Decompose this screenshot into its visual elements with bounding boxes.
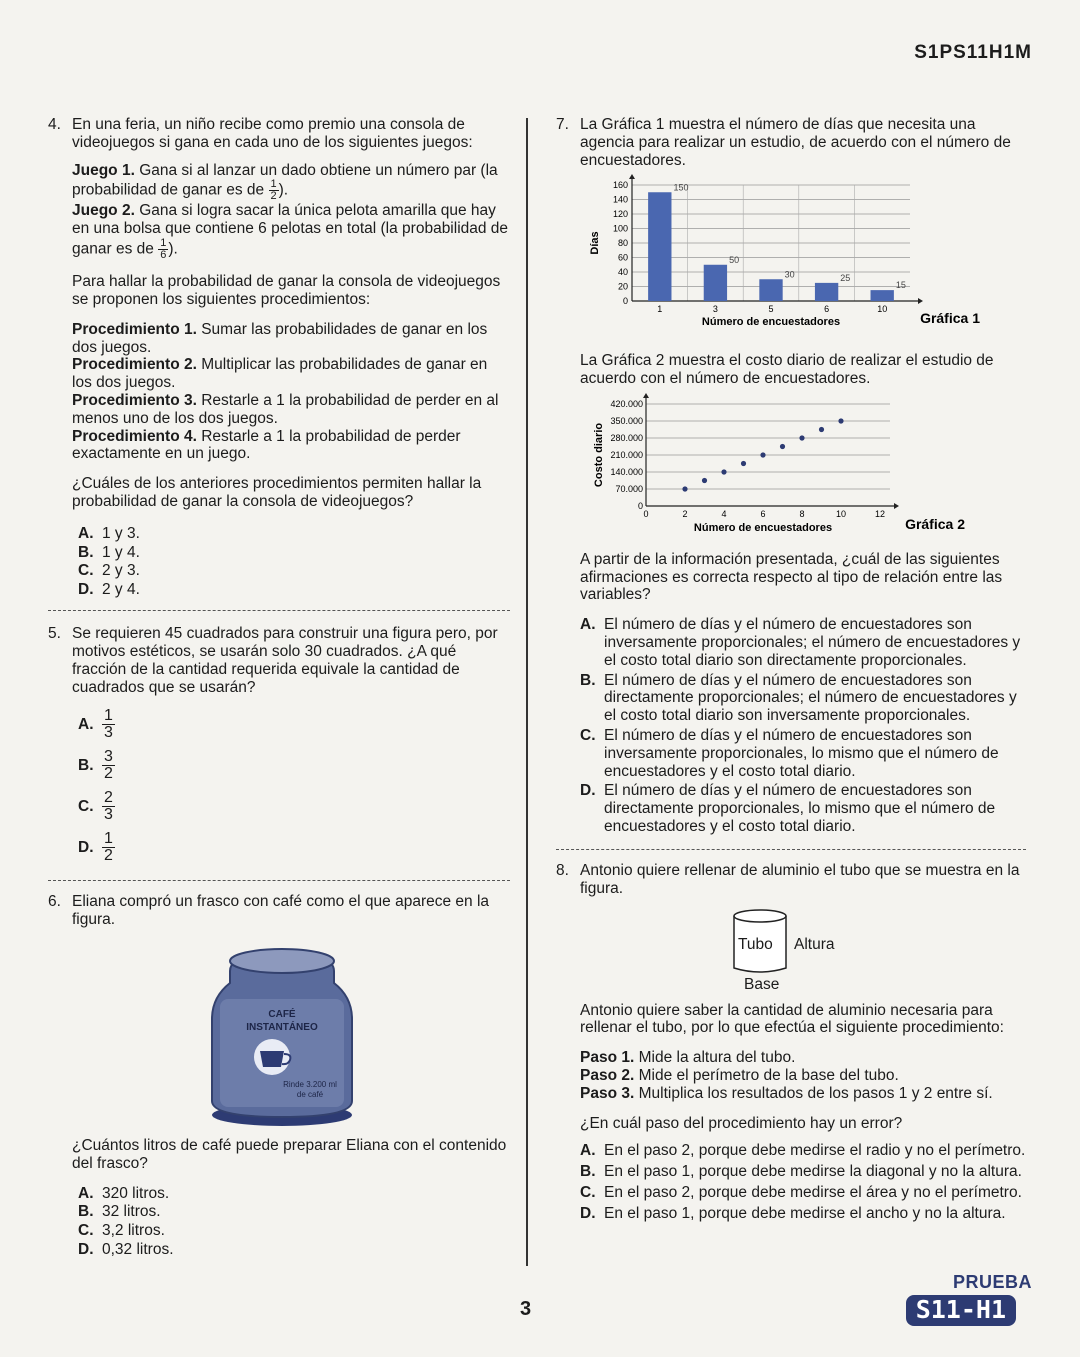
answer-options bbox=[580, 616, 1026, 836]
bar bbox=[648, 193, 671, 302]
y-axis-title: Costo diario bbox=[593, 422, 605, 487]
y-tick-label: 120 bbox=[612, 209, 628, 220]
booklet-code: S1PS11H1M bbox=[914, 42, 1032, 63]
question-8 bbox=[556, 862, 1026, 1224]
data-point bbox=[780, 444, 785, 449]
option-d[interactable]: D. El número de días y el número de encuestadores son directamente proporcionales, lo mismo que el número de encuestadores y el costo total diario. bbox=[580, 782, 996, 836]
bar bbox=[871, 291, 894, 302]
y-tick-label: 350.000 bbox=[610, 415, 643, 426]
coffee-jar-icon bbox=[202, 939, 362, 1129]
procedure-list bbox=[72, 321, 510, 464]
x-tick-label: 10 bbox=[835, 508, 847, 519]
step-list bbox=[580, 1049, 1026, 1102]
bar-chart-dias bbox=[580, 173, 1020, 341]
base-label: Base bbox=[744, 975, 780, 993]
option-a[interactable]: A. $\frac{1}{3}$ bbox=[78, 707, 113, 742]
option-b[interactable]: B. 1 y 4. bbox=[78, 543, 140, 561]
option-d[interactable]: D. 0,32 litros. bbox=[78, 1241, 174, 1258]
jar-content-text-1: Rinde 3.200 ml bbox=[283, 1079, 337, 1089]
jar-label-text-1: CAFÉ bbox=[268, 1008, 296, 1020]
question-number: 4. bbox=[48, 116, 61, 133]
x-tick-label: 4 bbox=[721, 508, 727, 519]
fraction: $\frac{1}{3}$ bbox=[104, 707, 113, 742]
option-d[interactable]: D. En el paso 1, porque debe medirse el ancho y no la altura. bbox=[580, 1204, 1006, 1222]
option-a[interactable]: A. El número de días y el número de encuestadores son inversamente proporcionales; el número de encuestadores y el costo total diario son directamente proporcionales. bbox=[580, 616, 1021, 669]
option-b[interactable]: B. El número de días y el número de encuestadores son directamente proporcionales; el número de encuestadores y el costo total diario son inversamente proporcionales. bbox=[580, 671, 1017, 725]
data-point bbox=[819, 427, 824, 432]
coffee-jar-figure bbox=[202, 939, 362, 1129]
data-label: 15 bbox=[895, 280, 906, 291]
fraction: $\frac{1}{2}$ bbox=[270, 178, 277, 203]
option-b[interactable]: B. $\frac{3}{2}$ bbox=[78, 748, 113, 783]
y-tick-label: 0 bbox=[622, 296, 628, 307]
step-1: Paso 1. Mide la altura del tubo. bbox=[580, 1049, 796, 1067]
x-tick-label: 2 bbox=[682, 508, 688, 519]
y-axis-arrow bbox=[643, 393, 649, 398]
x-tick-label: 3 bbox=[712, 304, 718, 315]
question-lead: Antonio quiere saber la cantidad de aluminio necesaria para rellenar el tubo, por lo que efectúa el siguiente procedimiento: bbox=[580, 1001, 1004, 1037]
data-point bbox=[702, 478, 707, 483]
step-2: Paso 2. Mide el perímetro de la base del tubo. bbox=[580, 1066, 899, 1084]
height-label: Altura bbox=[794, 935, 835, 953]
option-a[interactable]: A. En el paso 2, porque debe medirse el radio y no el perímetro. bbox=[580, 1142, 1026, 1160]
fraction: $\frac{1}{6}$ bbox=[160, 237, 167, 262]
scatter-chart-costo bbox=[580, 390, 1020, 540]
question-separator bbox=[48, 880, 510, 881]
left-column bbox=[48, 116, 510, 1260]
y-axis-arrow bbox=[629, 174, 635, 179]
fraction: $\frac{2}{3}$ bbox=[104, 789, 113, 824]
question-lead: Para hallar la probabilidad de ganar la consola de videojuegos se proponen los siguientes procedimientos: bbox=[72, 273, 501, 308]
option-c[interactable]: C. $\frac{2}{3}$ bbox=[78, 789, 113, 824]
x-tick-label: 5 bbox=[768, 304, 774, 315]
jar-lid bbox=[230, 949, 334, 973]
x-axis-arrow bbox=[894, 503, 899, 509]
bar bbox=[704, 265, 727, 301]
procedure-1: Procedimiento 1. Sumar las probabilidades de ganar en los dos juegos. bbox=[72, 320, 488, 356]
y-tick-label: 280.000 bbox=[610, 432, 643, 443]
question-number: 7. bbox=[556, 116, 569, 133]
x-tick-label: 10 bbox=[877, 304, 888, 315]
data-label: 50 bbox=[729, 255, 740, 266]
question-prompt: ¿En cuál paso del procedimiento hay un error? bbox=[580, 1114, 903, 1132]
question-separator bbox=[556, 849, 1026, 850]
question-number: 5. bbox=[48, 625, 61, 643]
answer-options bbox=[78, 1185, 510, 1259]
question-intro: Eliana compró un frasco con café como el que aparece en la figura. bbox=[72, 893, 490, 929]
y-axis-title: Días bbox=[589, 231, 601, 256]
x-tick-label: 12 bbox=[874, 508, 886, 519]
option-b[interactable]: B. En el paso 1, porque debe medirse la diagonal y no la altura. bbox=[580, 1163, 1022, 1181]
y-tick-label: 100 bbox=[612, 223, 628, 234]
y-tick-label: 80 bbox=[617, 238, 628, 249]
chart-title: Gráfica 1 bbox=[920, 310, 980, 327]
x-axis-title: Número de encuestadores bbox=[701, 316, 841, 329]
data-point bbox=[682, 486, 687, 491]
answer-options bbox=[78, 708, 510, 864]
data-label: 150 bbox=[673, 182, 689, 193]
game-2: Juego 2. Gana si logra sacar la única pelota amarilla que hay en una bolsa que contiene 6 pelotas en total (la probabilidad de ganar es de $\frac{1}{6}$ ). bbox=[72, 202, 509, 262]
jar-content-text-2: de café bbox=[296, 1089, 324, 1099]
question-5 bbox=[48, 625, 510, 872]
data-point bbox=[838, 418, 843, 423]
question-prompt: A partir de la información presentada, ¿cuál de las siguientes afirmaciones es correcta respecto al tipo de relación entre las variables? bbox=[580, 550, 1003, 604]
y-tick-label: 60 bbox=[617, 252, 628, 263]
y-tick-label: 210.000 bbox=[610, 449, 643, 460]
question-prompt: Se requieren 45 cuadrados para construir una figura pero, por motivos estéticos, se usarán solo 30 cuadrados. ¿A qué fracción de la cantidad requerida equivale la cantidad de cuadrados que se usarán? bbox=[72, 625, 498, 696]
question-separator bbox=[48, 610, 510, 611]
question-intro: En una feria, un niño recibe como premio una consola de videojuegos si gana en cada uno de los siguientes juegos: bbox=[72, 116, 473, 151]
y-tick-label: 140.000 bbox=[610, 466, 643, 477]
y-tick-label: 40 bbox=[617, 267, 628, 278]
y-tick-label: 160 bbox=[612, 180, 628, 191]
data-point bbox=[799, 435, 804, 440]
option-d[interactable]: D. 2 y 4. bbox=[78, 581, 140, 599]
data-point bbox=[741, 461, 746, 466]
question-number: 8. bbox=[556, 861, 569, 879]
y-tick-label: 70.000 bbox=[615, 483, 643, 494]
data-label: 25 bbox=[840, 273, 851, 284]
coffee-cup-icon bbox=[260, 1051, 284, 1067]
fraction: $\frac{3}{2}$ bbox=[104, 748, 113, 783]
procedure-2: Procedimiento 2. Multiplicar las probabilidades de ganar en los dos juegos. bbox=[72, 356, 488, 392]
option-c[interactable]: C. 3,2 litros. bbox=[78, 1222, 165, 1240]
y-tick-label: 420.000 bbox=[610, 398, 643, 409]
game-1: Juego 1. Gana si al lanzar un dado obtiene un número par (la probabilidad de ganar es de $\frac{1}{2}$ ). bbox=[72, 161, 498, 203]
jar-label-text-2: INSTANTÁNEO bbox=[246, 1021, 318, 1033]
procedure-4: Procedimiento 4. Restarle a 1 la probabilidad de perder exactamente en un juego. bbox=[72, 427, 461, 463]
answer-options bbox=[580, 1142, 1026, 1222]
test-badge: S11-H1 bbox=[906, 1295, 1016, 1326]
x-tick-label: 6 bbox=[760, 508, 766, 519]
x-tick-label: 6 bbox=[824, 304, 830, 315]
option-c[interactable]: C. El número de días y el número de encuestadores son inversamente proporcionales, lo mismo que el número de encuestadores y el costo total diario. bbox=[580, 727, 999, 780]
x-axis-arrow bbox=[918, 298, 923, 304]
y-tick-label: 0 bbox=[637, 500, 643, 511]
option-b[interactable]: B. 32 litros. bbox=[78, 1203, 161, 1221]
y-tick-label: 140 bbox=[612, 194, 628, 205]
column-divider bbox=[526, 118, 528, 1266]
fraction: $\frac{1}{2}$ bbox=[104, 830, 113, 865]
data-label: 30 bbox=[784, 269, 795, 280]
tube-figure bbox=[730, 908, 930, 996]
bar bbox=[759, 280, 782, 302]
x-tick-label: 8 bbox=[799, 508, 805, 519]
chart-title: Gráfica 2 bbox=[905, 515, 965, 532]
option-a[interactable]: A. 1 y 3. bbox=[78, 524, 140, 542]
question-4 bbox=[48, 116, 510, 600]
question-intro-2: La Gráfica 2 muestra el costo diario de realizar el estudio de acuerdo con el número de encuestadores. bbox=[580, 352, 994, 388]
bar bbox=[815, 283, 838, 301]
option-c[interactable]: C. En el paso 2, porque debe medirse el área y no el perímetro. bbox=[580, 1184, 1022, 1201]
data-point bbox=[721, 469, 726, 474]
game-list bbox=[72, 162, 510, 261]
data-point bbox=[760, 452, 765, 457]
x-tick-label: 1 bbox=[657, 304, 663, 315]
option-d[interactable]: D. $\frac{1}{2}$ bbox=[78, 830, 113, 865]
option-c[interactable]: C. 2 y 3. bbox=[78, 562, 140, 580]
x-tick-label: 0 bbox=[643, 508, 649, 519]
question-prompt: ¿Cuántos litros de café puede preparar Eliana con el contenido del frasco? bbox=[72, 1136, 507, 1172]
question-number: 6. bbox=[48, 893, 61, 911]
y-tick-label: 20 bbox=[617, 281, 628, 292]
x-axis-title: Número de encuestadores bbox=[693, 521, 833, 534]
step-3: Paso 3. Multiplica los resultados de los pasos 1 y 2 entre sí. bbox=[580, 1084, 993, 1102]
question-6 bbox=[48, 893, 510, 1260]
question-intro: La Gráfica 1 muestra el número de días que necesita una agencia para realizar un estudio, de acuerdo con el número de encuestadores. bbox=[580, 116, 1011, 169]
answer-options bbox=[78, 525, 510, 599]
right-column bbox=[556, 116, 1026, 1224]
page-number: 3 bbox=[520, 1298, 532, 1320]
question-intro: Antonio quiere rellenar de aluminio el tubo que se muestra en la figura. bbox=[580, 861, 1020, 897]
tube-label: Tubo bbox=[738, 935, 773, 953]
question-7 bbox=[556, 116, 1026, 837]
procedure-3: Procedimiento 3. Restarle a 1 la probabilidad de perder en al menos uno de los dos juegos. bbox=[72, 391, 499, 427]
question-prompt: ¿Cuáles de los anteriores procedimientos permiten hallar la probabilidad de ganar la consola de videojuegos? bbox=[72, 475, 482, 510]
option-a[interactable]: A. 320 litros. bbox=[78, 1184, 170, 1202]
prueba-label: PRUEBA bbox=[952, 1272, 1032, 1292]
